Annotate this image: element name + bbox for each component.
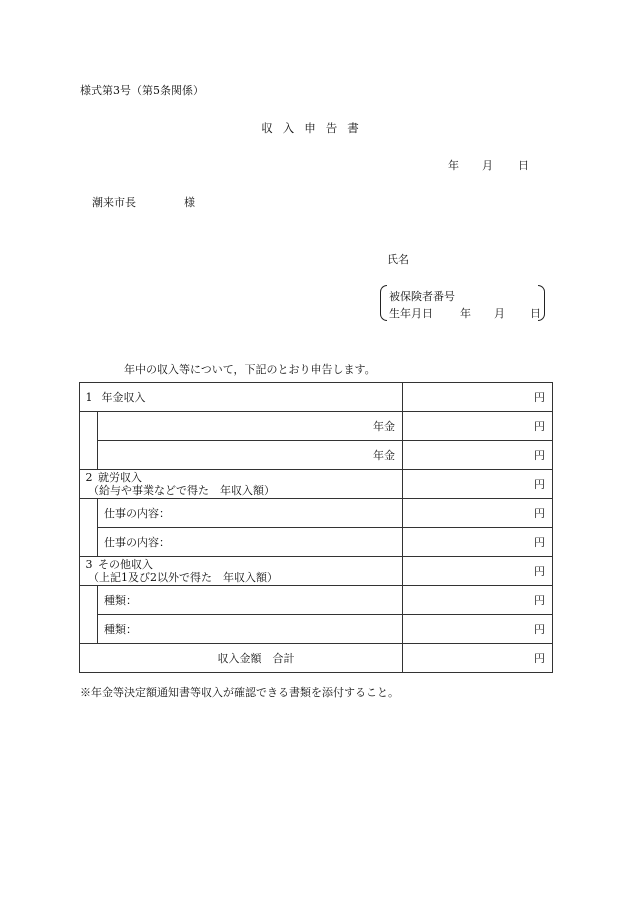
amount-cell[interactable]	[403, 586, 553, 615]
table-row	[80, 528, 553, 557]
dob-year-label: 年	[460, 307, 471, 320]
table-row	[80, 499, 553, 528]
yen-unit: 円	[534, 478, 545, 491]
yen-unit: 円	[534, 449, 545, 462]
indent-cell	[80, 441, 98, 470]
section-subtitle: （給与や事業などで得た 年収入額）	[88, 484, 275, 497]
total-label: 収入金額 合計	[80, 644, 403, 673]
date-year-label: 年	[448, 159, 459, 172]
dob-label: 生年月日	[389, 307, 433, 320]
yen-unit: 円	[534, 652, 545, 665]
section-1-header	[80, 383, 403, 412]
amount-cell[interactable]	[403, 557, 553, 586]
amount-cell[interactable]	[403, 383, 553, 412]
section-number: 2	[85, 471, 93, 484]
table-row	[80, 470, 553, 499]
section-label: 年金収入	[101, 391, 146, 404]
yen-unit: 円	[534, 594, 545, 607]
indent-cell	[80, 615, 98, 644]
table-row	[80, 412, 553, 441]
dob-day-label: 日	[530, 307, 541, 320]
amount-cell[interactable]	[403, 528, 553, 557]
section-number: 1	[85, 391, 93, 404]
left-bracket	[380, 285, 387, 321]
pension-row-label: 年金	[98, 412, 403, 441]
section-subtitle: （上記1及び2以外で得た 年収入額）	[88, 571, 278, 584]
job-description-label: 仕事の内容：	[98, 528, 403, 557]
pension-row-label: 年金	[98, 441, 403, 470]
form-number: 様式第3号（第5条関係）	[80, 84, 204, 97]
yen-unit: 円	[534, 565, 545, 578]
table-row	[80, 586, 553, 615]
income-table	[79, 382, 553, 673]
yen-unit: 円	[534, 507, 545, 520]
indent-cell	[80, 412, 98, 441]
indent-cell	[80, 528, 98, 557]
section-label: 就労収入	[98, 471, 142, 484]
intro-text: 年中の収入等について，下記のとおり申告します。	[124, 363, 376, 376]
table-row	[80, 557, 553, 586]
total-row	[80, 644, 553, 673]
section-number: 3	[85, 558, 93, 571]
table-row	[80, 441, 553, 470]
date-day-label: 日	[518, 159, 529, 172]
name-label: 氏名	[387, 253, 409, 266]
yen-unit: 円	[534, 536, 545, 549]
indent-cell	[80, 499, 98, 528]
total-amount-cell[interactable]	[403, 644, 553, 673]
indent-cell	[80, 586, 98, 615]
date-month-label: 月	[482, 159, 493, 172]
document-title: 収入申告書	[261, 121, 369, 135]
section-2-header	[80, 470, 403, 499]
amount-cell[interactable]	[403, 499, 553, 528]
amount-cell[interactable]	[403, 470, 553, 499]
insured-number-label: 被保険者番号	[389, 290, 455, 303]
amount-cell[interactable]	[403, 441, 553, 470]
addressee-suffix: 様	[184, 196, 195, 209]
amount-cell[interactable]	[403, 615, 553, 644]
section-3-header	[80, 557, 403, 586]
addressee: 潮来市長	[92, 196, 136, 209]
table-row	[80, 383, 553, 412]
job-description-label: 仕事の内容：	[98, 499, 403, 528]
section-label: その他収入	[98, 558, 153, 571]
amount-cell[interactable]	[403, 412, 553, 441]
yen-unit: 円	[534, 420, 545, 433]
yen-unit: 円	[534, 391, 545, 404]
type-label: 種類：	[98, 586, 403, 615]
table-row	[80, 615, 553, 644]
dob-month-label: 月	[494, 307, 505, 320]
yen-unit: 円	[534, 623, 545, 636]
footnote: ※年金等決定額通知書等収入が確認できる書類を添付すること。	[80, 686, 399, 699]
type-label: 種類：	[98, 615, 403, 644]
